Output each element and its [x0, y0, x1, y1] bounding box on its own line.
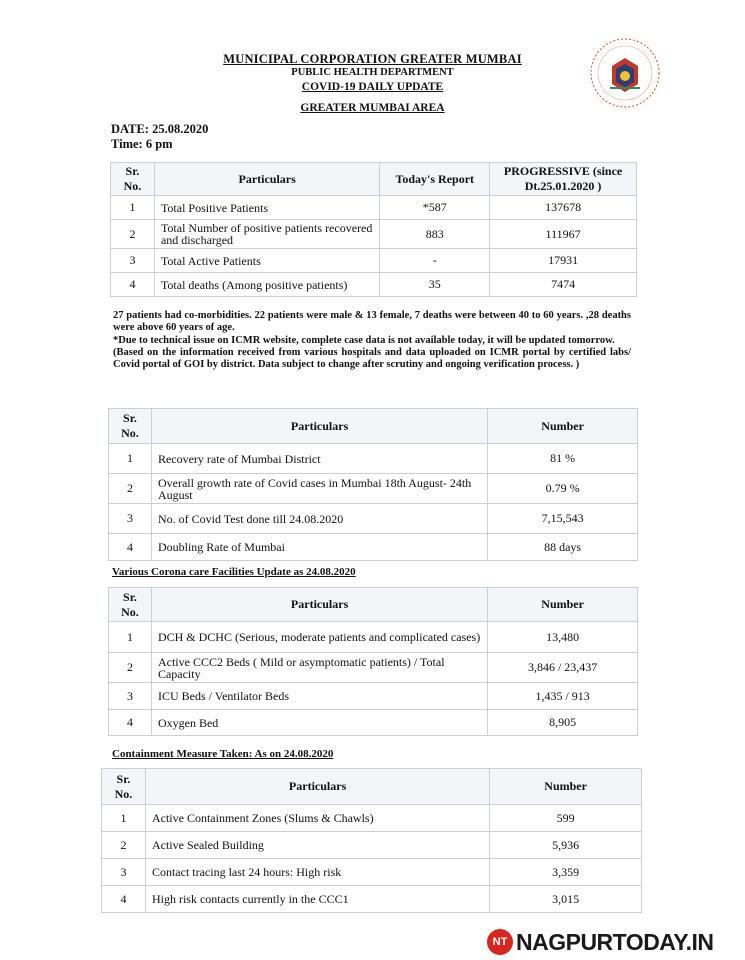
- table-row: [109, 444, 638, 474]
- containment-section-title: Containment Measure Taken: As on 24.08.2020: [112, 748, 334, 760]
- number-cell: 7,15,543: [488, 504, 638, 534]
- particular-cell: Total deaths (Among positive patients): [154, 273, 379, 297]
- particular-cell: Active CCC2 Beds ( Mild or asymptomatic patients) / Total Capacity: [151, 653, 487, 683]
- progressive-cell: 17931: [490, 249, 637, 273]
- particular-cell: Doubling Rate of Mumbai: [151, 534, 487, 561]
- sr-cell: 3: [109, 683, 152, 710]
- today-cell: 35: [380, 273, 490, 297]
- sr-cell: 4: [109, 710, 152, 736]
- col-header-sr: Sr. No.: [111, 163, 155, 196]
- progressive-cell: 137678: [490, 196, 637, 220]
- sr-cell: 4: [102, 886, 146, 913]
- nagpurtoday-watermark: [487, 928, 713, 956]
- facilities-section-title: Various Corona care Facilities Update as 24.08.2020: [112, 566, 356, 578]
- col-header-number: Number: [488, 588, 638, 622]
- today-cell: 883: [380, 220, 490, 249]
- progressive-cell: 7474: [490, 273, 637, 297]
- col-header-particulars: Particulars: [145, 769, 489, 805]
- col-header-number: Number: [490, 769, 642, 805]
- particular-cell: Active Containment Zones (Slums & Chawls): [145, 805, 489, 832]
- comorbidity-note: 27 patients had co-morbidities. 22 patients were male & 13 female, 7 deaths were between 40 to 60 years. ,28 deaths were above 60 years of age.: [113, 310, 631, 334]
- report-datetime: [111, 122, 208, 152]
- table-row: [102, 859, 642, 886]
- col-header-particulars: Particulars: [151, 588, 487, 622]
- table-header-row: [111, 163, 637, 196]
- sr-cell: 2: [109, 474, 152, 504]
- sr-cell: 3: [102, 859, 146, 886]
- particular-cell: ICU Beds / Ventilator Beds: [151, 683, 487, 710]
- source-note: (Based on the information received from various hospitals and data uploaded on ICMR portal by certified labs/ Covid portal of GOI by district. Data subject to change after scrutiny and ongoing verification process. ): [113, 346, 631, 371]
- sr-cell: 3: [109, 504, 152, 534]
- number-cell: 13,480: [488, 622, 638, 653]
- col-header-today: Today's Report: [380, 163, 490, 196]
- particular-cell: High risk contacts currently in the CCC1: [145, 886, 489, 913]
- table-row: [109, 504, 638, 534]
- mcgm-emblem-logo: [588, 36, 662, 110]
- facilities-table: [108, 587, 638, 736]
- sr-cell: 3: [111, 249, 155, 273]
- notes-block: [113, 310, 631, 371]
- number-cell: 88 days: [488, 534, 638, 561]
- today-cell: *587: [380, 196, 490, 220]
- today-cell: -: [380, 249, 490, 273]
- table-row: [109, 474, 638, 504]
- table-row: [111, 249, 637, 273]
- particular-cell: No. of Covid Test done till 24.08.2020: [151, 504, 487, 534]
- col-header-sr: Sr. No.: [109, 409, 152, 444]
- rates-table: [108, 408, 638, 561]
- sr-cell: 4: [111, 273, 155, 297]
- table-header-row: [102, 769, 642, 805]
- col-header-sr: Sr. No.: [102, 769, 146, 805]
- table-row: [109, 534, 638, 561]
- col-header-sr: Sr. No.: [109, 588, 152, 622]
- report-time: Time: 6 pm: [111, 137, 173, 151]
- table-row: [109, 710, 638, 736]
- report-date: DATE: 25.08.2020: [111, 122, 209, 136]
- department-title: PUBLIC HEALTH DEPARTMENT: [291, 67, 454, 78]
- number-cell: 3,015: [490, 886, 642, 913]
- table-row: [102, 886, 642, 913]
- table-row: [109, 653, 638, 683]
- particular-cell: DCH & DCHC (Serious, moderate patients and complicated cases): [151, 622, 487, 653]
- number-cell: 5,936: [490, 832, 642, 859]
- table-row: [111, 273, 637, 297]
- particular-cell: Contact tracing last 24 hours: High risk: [145, 859, 489, 886]
- col-header-particulars: Particulars: [151, 409, 487, 444]
- table-row: [102, 805, 642, 832]
- number-cell: 0.79 %: [488, 474, 638, 504]
- number-cell: 3,359: [490, 859, 642, 886]
- particular-cell: Active Sealed Building: [145, 832, 489, 859]
- table-row: [111, 220, 637, 249]
- table-row: [109, 622, 638, 653]
- number-cell: 599: [490, 805, 642, 832]
- col-header-number: Number: [488, 409, 638, 444]
- sr-cell: 2: [111, 220, 155, 249]
- number-cell: 81 %: [488, 444, 638, 474]
- containment-table: [101, 768, 642, 913]
- particular-cell: Oxygen Bed: [151, 710, 487, 736]
- particular-cell: Recovery rate of Mumbai District: [151, 444, 487, 474]
- particular-cell: Total Number of positive patients recovered and discharged: [154, 220, 379, 249]
- table-row: [109, 683, 638, 710]
- table-header-row: [109, 409, 638, 444]
- particular-cell: Total Active Patients: [154, 249, 379, 273]
- table-header-row: [109, 588, 638, 622]
- org-title: MUNICIPAL CORPORATION GREATER MUMBAI: [223, 52, 522, 66]
- area-title: GREATER MUMBAI AREA: [300, 102, 445, 114]
- col-header-progressive: PROGRESSIVE (since Dt.25.01.2020 ): [490, 163, 637, 196]
- sr-cell: 1: [102, 805, 146, 832]
- document-title: COVID-19 DAILY UPDATE: [301, 81, 444, 93]
- sr-cell: 1: [109, 444, 152, 474]
- watermark-text: NAGPURTODAY.IN: [516, 928, 714, 955]
- number-cell: 3,846 / 23,437: [488, 653, 638, 683]
- progressive-cell: 111967: [490, 220, 637, 249]
- number-cell: 8,905: [488, 710, 638, 736]
- sr-cell: 1: [111, 196, 155, 220]
- col-header-particulars: Particulars: [154, 163, 379, 196]
- particular-cell: Total Positive Patients: [154, 196, 379, 220]
- sr-cell: 4: [109, 534, 152, 561]
- sr-cell: 1: [109, 622, 152, 653]
- table-row: [111, 196, 637, 220]
- particular-cell: Overall growth rate of Covid cases in Mumbai 18th August- 24th August: [151, 474, 487, 504]
- nt-logo-icon: NT: [487, 929, 513, 955]
- number-cell: 1,435 / 913: [488, 683, 638, 710]
- icmr-note: *Due to technical issue on ICMR website, complete case data is not available today, it will be updated tomorrow.: [113, 334, 615, 346]
- summary-table: [110, 162, 637, 297]
- sr-cell: 2: [109, 653, 152, 683]
- table-row: [102, 832, 642, 859]
- sr-cell: 2: [102, 832, 146, 859]
